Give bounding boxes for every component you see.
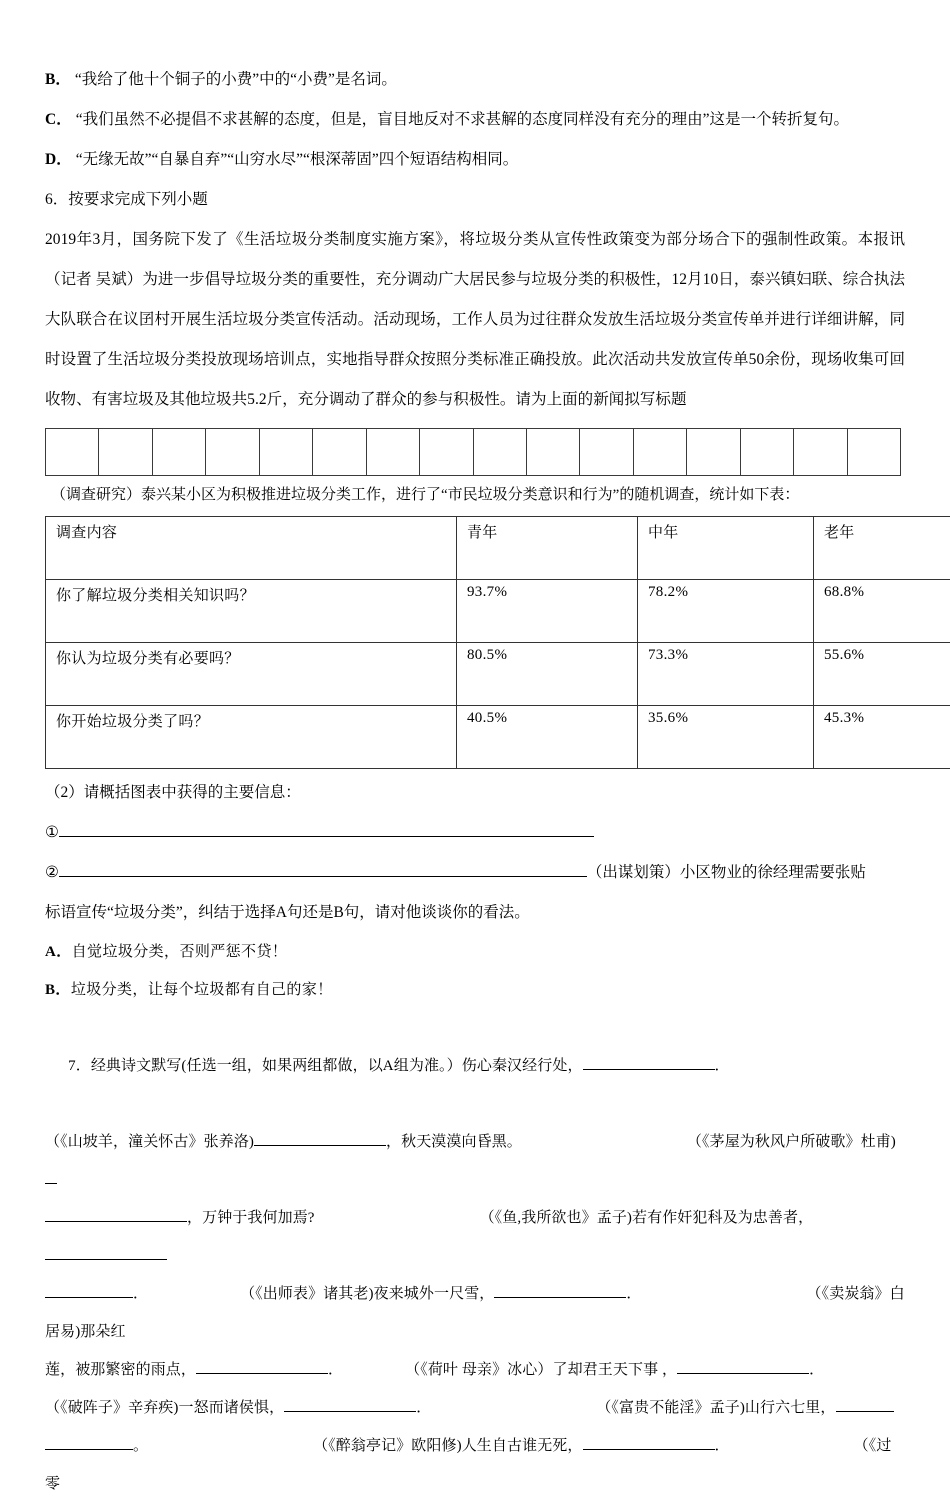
dictation-text: （《过零 bbox=[45, 1438, 891, 1492]
option-d-label: D． bbox=[45, 151, 72, 168]
table-cell-item: 你认为垃圾分类有必要吗？ bbox=[46, 643, 457, 706]
option-b-label: B． bbox=[45, 71, 71, 88]
dictation-text: （《醉翁亭记》欧阳修)人生自古谁无死， bbox=[313, 1438, 582, 1454]
table-cell-item: 你了解垃圾分类相关知识吗？ bbox=[46, 580, 457, 643]
dictation-text: ． bbox=[715, 1438, 730, 1454]
slogan-option-b bbox=[45, 971, 905, 1009]
grid-cell[interactable] bbox=[633, 429, 686, 476]
page-content bbox=[45, 60, 905, 1503]
table-cell-youth: 40.5% bbox=[457, 706, 638, 769]
table-header-item: 调查内容 bbox=[46, 517, 457, 580]
answer-line-1 bbox=[45, 813, 905, 853]
dictation-text: （《破阵子》辛弃疾)一怒而诸侯惧， bbox=[45, 1400, 284, 1416]
slogan-a-text: 自觉垃圾分类，否则严惩不贷！ bbox=[72, 944, 288, 960]
period-mark: ． bbox=[715, 1058, 730, 1074]
grid-cell[interactable] bbox=[99, 429, 152, 476]
grid-cell[interactable] bbox=[526, 429, 579, 476]
question-7-number: 7． bbox=[68, 1058, 91, 1074]
marker-circle-2: ② bbox=[45, 864, 59, 881]
dictation-blank[interactable] bbox=[254, 1130, 386, 1146]
question-6-sub3-text-b: 标语宣传“垃圾分类”，纠结于选择A句还是B句，请对他谈谈你的看法。 bbox=[45, 893, 905, 933]
grid-cell[interactable] bbox=[420, 429, 473, 476]
answer-line-2 bbox=[45, 853, 905, 893]
dictation-blank[interactable] bbox=[677, 1358, 809, 1374]
grid-cell[interactable] bbox=[152, 429, 205, 476]
question-7-intro-line bbox=[45, 1009, 905, 1123]
table-cell-middle: 78.2% bbox=[638, 580, 814, 643]
grid-cell[interactable] bbox=[740, 429, 793, 476]
dictation-text: ． bbox=[328, 1362, 343, 1378]
dictation-text: （《卖炭翁》白居易)那朵红 bbox=[45, 1286, 905, 1340]
headline-answer-grid-wrapper bbox=[45, 428, 905, 476]
grid-cell[interactable] bbox=[313, 429, 366, 476]
answer-blank-2[interactable] bbox=[59, 861, 587, 878]
dictation-text: ． bbox=[809, 1362, 824, 1378]
slogan-option-a bbox=[45, 933, 905, 971]
dictation-line bbox=[45, 1351, 905, 1389]
marker-circle-1: ① bbox=[45, 824, 59, 841]
dictation-blank[interactable] bbox=[196, 1358, 328, 1374]
grid-cell[interactable] bbox=[366, 429, 419, 476]
option-c-label: C． bbox=[45, 111, 72, 128]
question-6-sub2-prompt: （2）请概括图表中获得的主要信息： bbox=[45, 773, 905, 813]
option-c-text: “我们虽然不必提倡不求甚解的态度，但是，盲目地反对不求甚解的态度同样没有充分的理由”这是一个转折复句。 bbox=[76, 111, 849, 128]
dictation-blank[interactable] bbox=[45, 1168, 57, 1184]
table-cell-youth: 80.5% bbox=[457, 643, 638, 706]
option-d-text: “无缘无故”“自暴自弃”“山穷水尽”“根深蒂固”四个短语结构相同。 bbox=[76, 151, 519, 168]
dictation-text: ． bbox=[626, 1286, 641, 1302]
question-6-prompt: 按要求完成下列小题 bbox=[68, 191, 208, 208]
dictation-blank[interactable] bbox=[836, 1396, 894, 1412]
table-cell-middle: 73.3% bbox=[638, 643, 814, 706]
dictation-line bbox=[45, 1123, 905, 1199]
question-6-sub3-text-a: （出谋划策）小区物业的徐经理需要张贴 bbox=[587, 864, 866, 881]
grid-cell[interactable] bbox=[847, 429, 900, 476]
dictation-text: 。 bbox=[133, 1438, 148, 1454]
dictation-text: （《山坡羊，潼关怀古》张养洛) bbox=[45, 1134, 254, 1150]
table-header-elder: 老年 bbox=[814, 517, 950, 580]
dictation-blank[interactable] bbox=[583, 1434, 715, 1450]
dictation-blank[interactable] bbox=[494, 1282, 626, 1298]
survey-table bbox=[45, 516, 950, 769]
dictation-line bbox=[45, 1427, 905, 1503]
dictation-text: 莲，被那繁密的雨点， bbox=[45, 1362, 196, 1378]
question-7-intro: 经典诗文默写(任选一组，如果两组都做，以A组为准。）伤心秦汉经行处， bbox=[91, 1058, 583, 1074]
grid-cell[interactable] bbox=[794, 429, 847, 476]
dictation-line bbox=[45, 1389, 905, 1427]
dictation-text: （《茅屋为秋风户所破歌》杜甫) bbox=[687, 1134, 896, 1150]
table-row bbox=[46, 706, 950, 769]
table-header-middle: 中年 bbox=[638, 517, 814, 580]
grid-cell[interactable] bbox=[473, 429, 526, 476]
table-cell-middle: 35.6% bbox=[638, 706, 814, 769]
dictation-text: ，秋天漠漠向昏黑。 bbox=[386, 1134, 522, 1150]
option-row-c bbox=[45, 100, 905, 140]
dictation-blank[interactable] bbox=[45, 1206, 187, 1222]
dictation-blank[interactable] bbox=[583, 1054, 715, 1070]
question-6-news-paragraph: 2019年3月，国务院下发了《生活垃圾分类制度实施方案》，将垃圾分类从宣传性政策变为部分场合下的强制性政策。本报讯（记者 吴斌）为进一步倡导垃圾分类的重要性，充分调动广大居民参与垃圾分类的积极性，12月10日，泰兴镇妇联、综合执法大队联合在议囝村开展生活垃圾分类宣传活动。活动现场，工作人员为过往群众发放生活垃圾分类宣传单并进行详细讲解，同时设置了生活垃圾分类投放现场培训点，实地指导群众按照分类标准正确投放。此次活动共发放宣传单50余份，现场收集可回收物、有害垃圾及其他垃圾共5.2斤，充分调动了群众的参与积极性。请为上面的新闻拟写标题 bbox=[45, 220, 905, 420]
dictation-text: ，万钟于我何加焉? bbox=[187, 1210, 315, 1226]
table-cell-item: 你开始垃圾分类了吗？ bbox=[46, 706, 457, 769]
dictation-text: （《出师表》诸其老)夜来城外一尺雪， bbox=[240, 1286, 494, 1302]
dictation-text: （《鱼,我所欲也》孟子)若有作奸犯科及为忠善者， bbox=[480, 1210, 814, 1226]
grid-cell[interactable] bbox=[687, 429, 740, 476]
slogan-a-label: A． bbox=[45, 944, 72, 960]
survey-table-caption: （调查研究）泰兴某小区为积极推进垃圾分类工作，进行了“市民垃圾分类意识和行为”的随机调查，统计如下表： bbox=[45, 478, 905, 512]
dictation-text: （《富贵不能淫》孟子)山行六七里， bbox=[596, 1400, 835, 1416]
table-cell-elder: 55.6% bbox=[814, 643, 950, 706]
table-cell-elder: 45.3% bbox=[814, 706, 950, 769]
dictation-blank[interactable] bbox=[284, 1396, 416, 1412]
slogan-b-label: B． bbox=[45, 982, 71, 998]
grid-row bbox=[46, 429, 901, 476]
grid-cell[interactable] bbox=[580, 429, 633, 476]
option-b-text: “我给了他十个铜子的小费”中的“小费”是名词。 bbox=[75, 71, 397, 88]
option-row-d bbox=[45, 140, 905, 180]
table-row bbox=[46, 580, 950, 643]
grid-cell[interactable] bbox=[259, 429, 312, 476]
slogan-b-text: 垃圾分类，让每个垃圾都有自己的家！ bbox=[71, 982, 333, 998]
option-row-b bbox=[45, 60, 905, 100]
question-6-number: 6． bbox=[45, 191, 68, 208]
question-7-dictation-lines bbox=[45, 1123, 905, 1503]
dictation-line bbox=[45, 1199, 905, 1275]
dictation-text: （《荷叶 母亲》冰心）了却君王天下事 ， bbox=[405, 1362, 677, 1378]
grid-cell[interactable] bbox=[46, 429, 99, 476]
table-cell-elder: 68.8% bbox=[814, 580, 950, 643]
dictation-text: ． bbox=[133, 1286, 148, 1302]
table-header-youth: 青年 bbox=[457, 517, 638, 580]
grid-cell[interactable] bbox=[206, 429, 259, 476]
table-row bbox=[46, 643, 950, 706]
table-header-row bbox=[46, 517, 950, 580]
dictation-text: ． bbox=[416, 1400, 431, 1416]
dictation-blank[interactable] bbox=[45, 1434, 133, 1450]
table-cell-youth: 93.7% bbox=[457, 580, 638, 643]
answer-blank-1[interactable] bbox=[59, 821, 594, 838]
dictation-line bbox=[45, 1275, 905, 1351]
dictation-blank[interactable] bbox=[45, 1282, 133, 1298]
headline-answer-grid[interactable] bbox=[45, 428, 901, 476]
dictation-blank[interactable] bbox=[45, 1244, 167, 1260]
question-6-heading bbox=[45, 180, 905, 220]
